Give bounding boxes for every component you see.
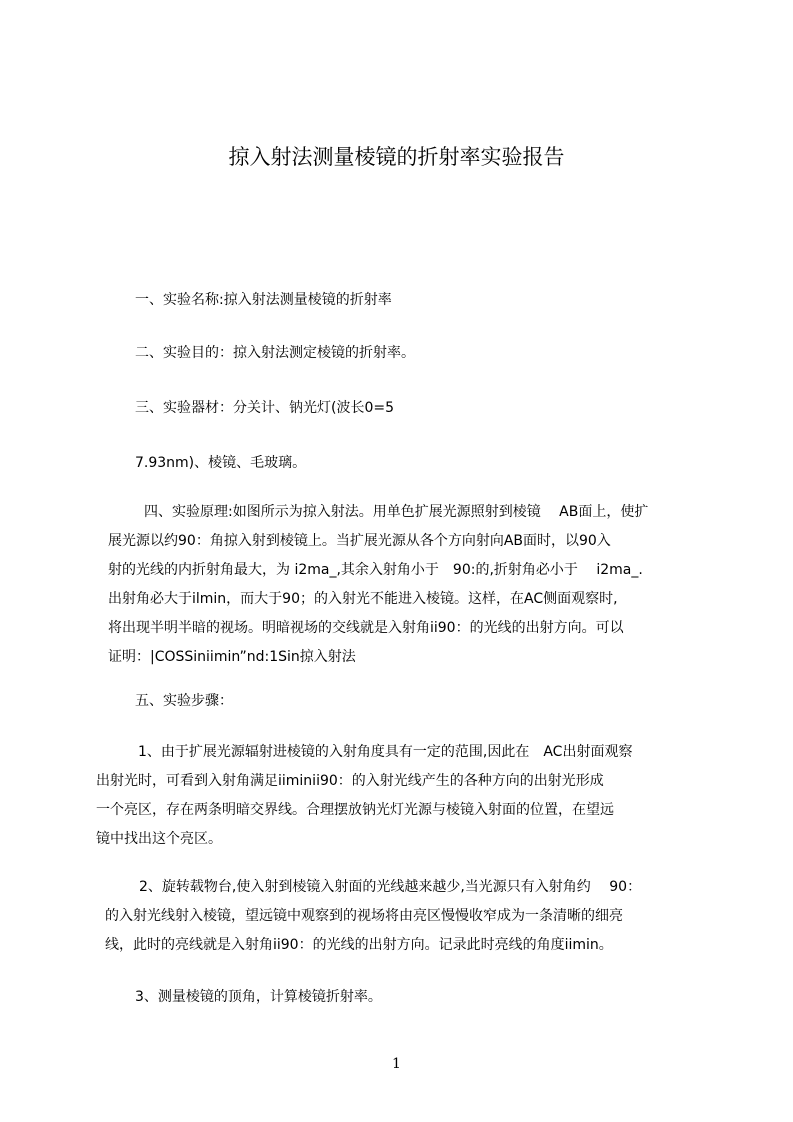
step-1-line: 一个亮区，存在两条明暗交界线。合理摆放钠光灯光源与棱镜入射面的位置，在望远 (96, 802, 614, 818)
principle-line: 将出现半明半暗的视场。明暗视场的交线就是入射角ii90：的光线的出射方向。可以 (108, 620, 624, 636)
step-3: 3、测量棱镜的顶角，计算棱镜折射率。 (135, 989, 382, 1005)
step-2-line: 线，此时的亮线就是入射角ii90：的光线的出射方向。记录此时亮线的角度iimin。 (105, 937, 613, 953)
principle-line: 展光源以约90：角掠入射到棱镜上。当扩展光源从各个方向射向AB面时，以90入 (108, 533, 611, 549)
step-1-line: 1、由于扩展光源辐射进棱镜的入射角度具有一定的范围,因此在 AC出射面观察 (138, 744, 633, 760)
principle-line: 射的光线的内折射角最大，为 i2ma_,其余入射角小于 90:的,折射角必小于 i2ma_. (108, 562, 643, 578)
section-experiment-name: 一、实验名称:掠入射法测量棱镜的折射率 (135, 292, 392, 308)
page-number: 1 (392, 1056, 401, 1072)
step-2 (105, 873, 708, 960)
section-experiment-steps: 五、实验步骤： (135, 693, 233, 709)
section-experiment-purpose: 二、实验目的：掠入射法测定棱镜的折射率。 (135, 345, 415, 361)
step-1-line: 镜中找出这个亮区。 (96, 831, 222, 847)
step-2-line: 2、旋转载物台,使入射到棱镜入射面的光线越来越少,当光源只有入射角约 90： (139, 879, 642, 895)
principle-line: 出射角必大于ilmin，而大于90；的入射光不能进入棱镜。这样，在AC侧面观察时, (108, 591, 618, 607)
section-experiment-equipment: 三、实验器材：分关计、钠光灯(波长0=5 (135, 400, 395, 416)
section-experiment-principle (108, 498, 708, 672)
principle-line: 证明：|COSSiniimin”nd:1Sin掠入射法 (108, 649, 356, 665)
document-title: 掠入射法测量棱镜的折射率实验报告 (228, 145, 565, 169)
section-equipment-continued: 7.93nm)、棱镜、毛玻璃。 (135, 455, 307, 471)
step-2-line: 的入射光线射入棱镜，望远镜中观察到的视场将由亮区慢慢收窄成为一条清晰的细亮 (105, 908, 623, 924)
principle-line: 四、实验原理:如图所示为掠入射法。用单色扩展光源照射到棱镜 AB面上，使扩 (144, 504, 649, 520)
step-1-line: 出射光时，可看到入射角满足iiminii90：的入射光线产生的各种方向的出射光形成 (96, 773, 604, 789)
step-1 (96, 738, 708, 854)
